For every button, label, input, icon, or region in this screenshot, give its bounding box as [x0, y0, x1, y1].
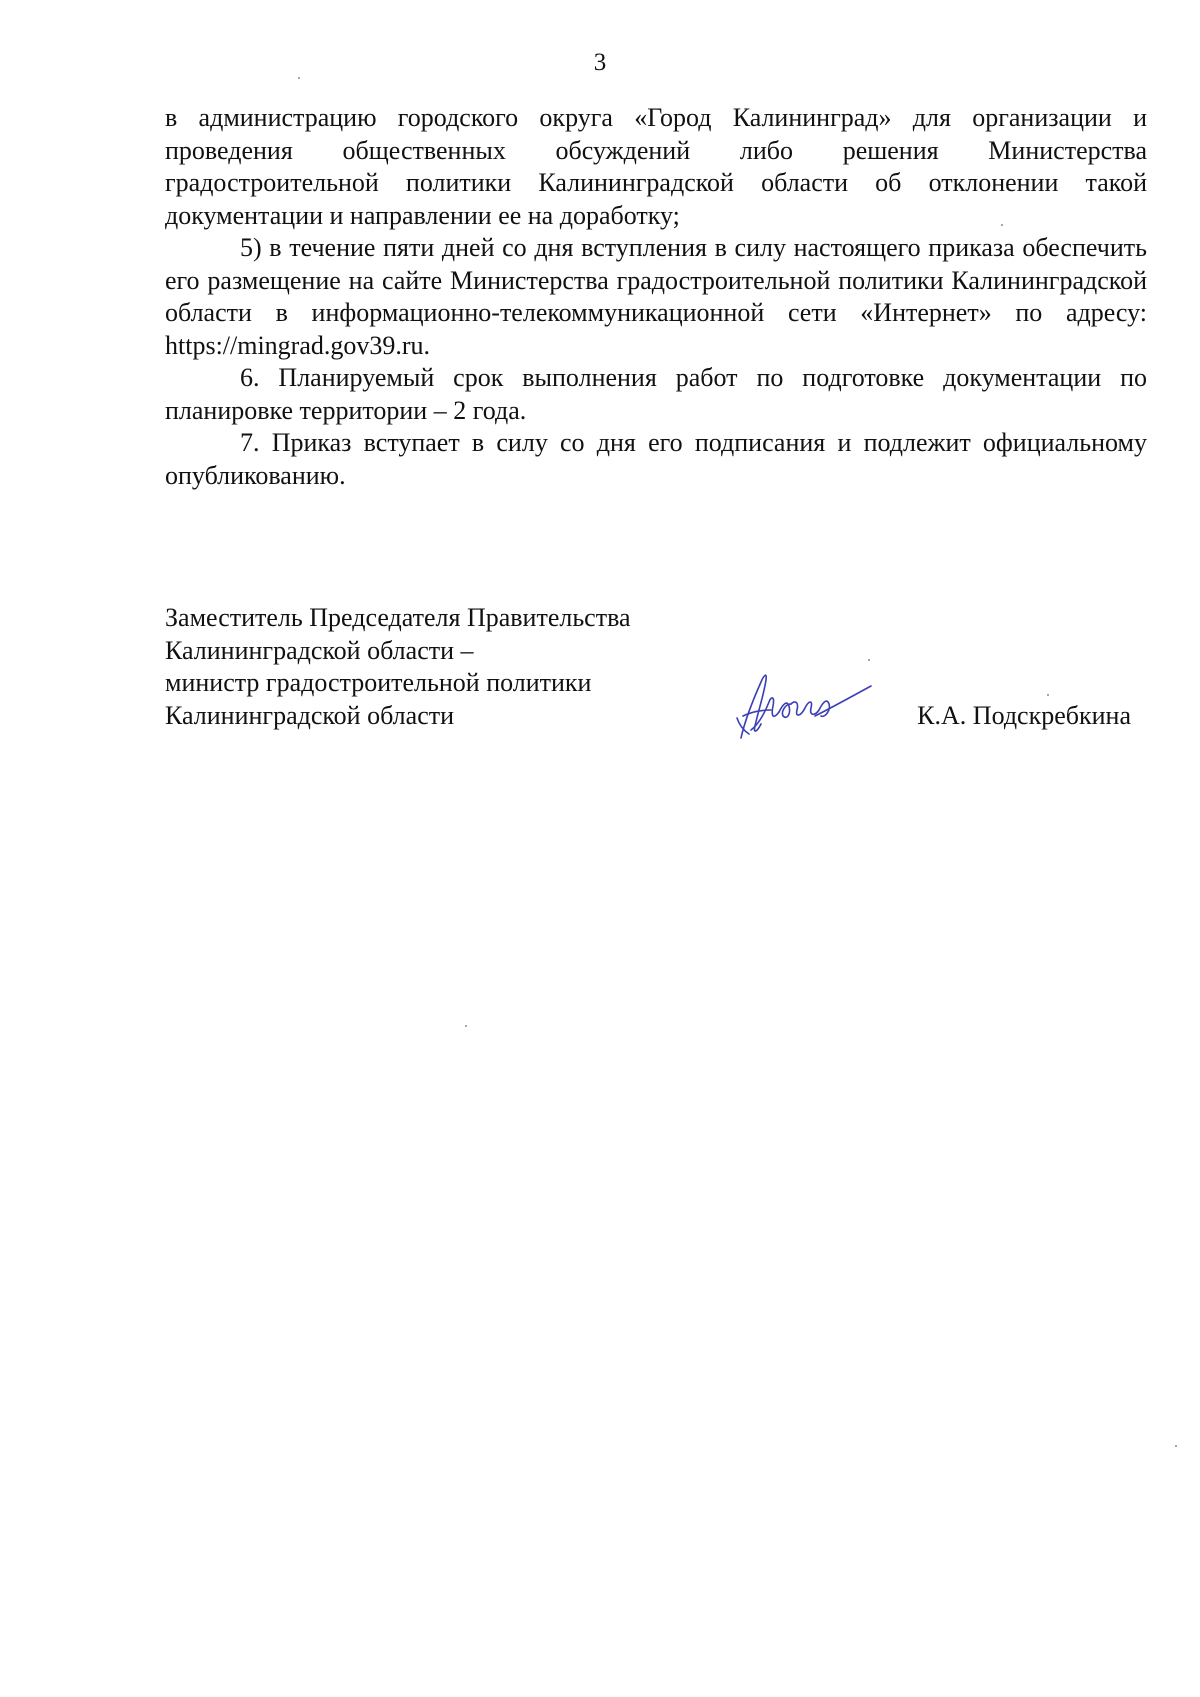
- paragraph-continuation: в администрацию городского округа «Город Калининград» для организации и проведения общественных обсуждений либо решения Министерства градостроительной политики Калининградской области об отклонении такой документации и направлении ее на доработку;: [165, 103, 1147, 230]
- handwritten-signature: [731, 660, 876, 745]
- paragraph-item-6: 6. Планируемый срок выполнения работ по подготовке документации по планировке территории – 2 года.: [165, 363, 1147, 425]
- signature-block: [165, 602, 1147, 742]
- page-number: 3: [593, 49, 607, 76]
- position-line: Калининградской области: [165, 700, 455, 730]
- scan-speck: [1047, 694, 1049, 696]
- scan-speck: [298, 77, 300, 79]
- position-line: Заместитель Председателя Правительства: [165, 603, 631, 632]
- paragraph-item-7: 7. Приказ вступает в силу со дня его подписания и подлежит официальному опубликованию.: [165, 428, 1147, 490]
- signatory-name: К.А. Подскребкина: [917, 701, 1131, 730]
- paragraph-item-5: 5) в течение пяти дней со дня вступления в силу настоящего приказа обеспечить его размещение на сайте Министерства градостроительной политики Калининградской области в информационно-телекоммуникационной сети «Интернет» по адресу: https://mingrad.gov39.ru.: [165, 233, 1147, 360]
- scan-speck: [1175, 1445, 1177, 1447]
- scan-speck: [1001, 224, 1003, 226]
- scan-speck: [868, 659, 870, 661]
- position-line: министр градостроительной политики: [165, 668, 592, 697]
- signatory-position: [165, 602, 725, 732]
- document-body: [165, 102, 1147, 492]
- position-line: Калининградской области –: [165, 635, 474, 665]
- scan-speck: [465, 1025, 467, 1027]
